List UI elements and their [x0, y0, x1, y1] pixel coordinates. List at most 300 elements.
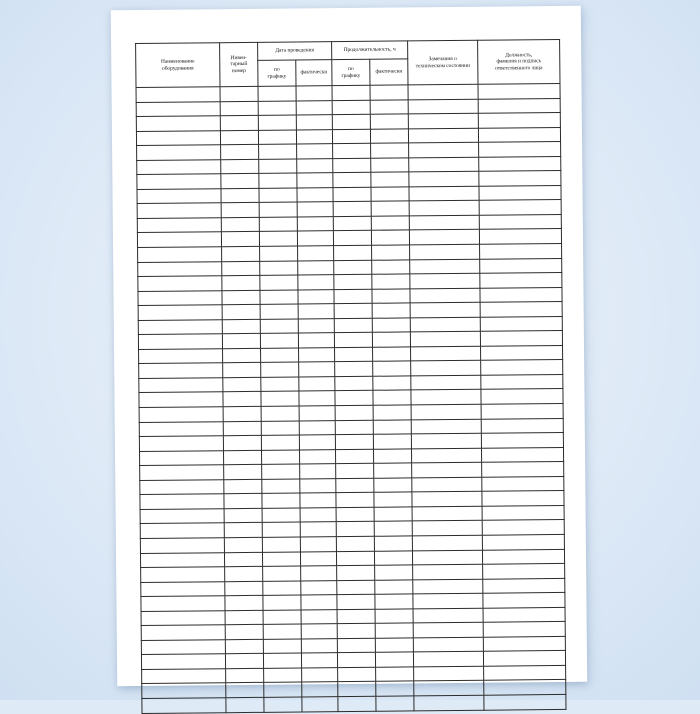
table-cell[interactable]: [259, 173, 297, 188]
table-cell[interactable]: [225, 595, 263, 610]
table-cell[interactable]: [481, 360, 563, 375]
table-cell[interactable]: [335, 405, 373, 420]
table-cell[interactable]: [260, 261, 298, 276]
table-cell[interactable]: [482, 462, 564, 477]
table-cell[interactable]: [138, 247, 222, 262]
table-cell[interactable]: [139, 392, 223, 407]
table-cell[interactable]: [408, 99, 478, 114]
table-cell[interactable]: [262, 464, 300, 479]
table-cell[interactable]: [141, 610, 225, 625]
table-cell[interactable]: [298, 304, 334, 319]
table-cell[interactable]: [483, 651, 565, 666]
table-cell[interactable]: [338, 696, 376, 711]
table-cell[interactable]: [140, 509, 224, 524]
table-cell[interactable]: [370, 99, 408, 114]
table-cell[interactable]: [261, 362, 299, 377]
table-cell[interactable]: [373, 419, 411, 434]
table-cell[interactable]: [301, 653, 337, 668]
table-cell[interactable]: [141, 581, 225, 596]
table-cell[interactable]: [259, 231, 297, 246]
table-cell[interactable]: [301, 580, 337, 595]
table-cell[interactable]: [336, 463, 374, 478]
table-cell[interactable]: [414, 666, 484, 681]
table-cell[interactable]: [261, 391, 299, 406]
table-cell[interactable]: [262, 551, 300, 566]
table-cell[interactable]: [299, 391, 335, 406]
table-cell[interactable]: [333, 173, 371, 188]
table-cell[interactable]: [142, 683, 226, 698]
table-cell[interactable]: [414, 695, 484, 710]
table-cell[interactable]: [259, 159, 297, 174]
table-cell[interactable]: [374, 463, 412, 478]
table-cell[interactable]: [260, 246, 298, 261]
table-cell[interactable]: [371, 172, 409, 187]
table-cell[interactable]: [482, 520, 564, 535]
table-cell[interactable]: [297, 144, 333, 159]
table-cell[interactable]: [335, 434, 373, 449]
table-cell[interactable]: [409, 157, 479, 172]
table-cell[interactable]: [332, 100, 370, 115]
table-cell[interactable]: [260, 304, 298, 319]
table-cell[interactable]: [263, 624, 301, 639]
table-cell[interactable]: [221, 232, 259, 247]
table-cell[interactable]: [336, 536, 374, 551]
table-cell[interactable]: [413, 593, 483, 608]
table-cell[interactable]: [374, 492, 412, 507]
table-cell[interactable]: [263, 581, 301, 596]
table-cell[interactable]: [413, 637, 483, 652]
table-cell[interactable]: [479, 214, 561, 229]
table-cell[interactable]: [410, 288, 480, 303]
table-cell[interactable]: [224, 465, 262, 480]
table-cell[interactable]: [412, 462, 482, 477]
table-cell[interactable]: [334, 245, 372, 260]
table-cell[interactable]: [373, 390, 411, 405]
table-cell[interactable]: [481, 374, 563, 389]
table-cell[interactable]: [261, 435, 299, 450]
table-cell[interactable]: [298, 318, 334, 333]
table-cell[interactable]: [484, 694, 566, 709]
table-cell[interactable]: [139, 349, 223, 364]
table-cell[interactable]: [480, 302, 562, 317]
table-cell[interactable]: [335, 391, 373, 406]
table-cell[interactable]: [221, 145, 259, 160]
table-cell[interactable]: [299, 435, 335, 450]
table-cell[interactable]: [142, 669, 226, 684]
table-cell[interactable]: [299, 377, 335, 392]
table-cell[interactable]: [225, 654, 263, 669]
table-cell[interactable]: [258, 115, 296, 130]
table-cell[interactable]: [479, 185, 561, 200]
table-cell[interactable]: [220, 86, 258, 101]
table-cell[interactable]: [482, 491, 564, 506]
table-cell[interactable]: [371, 216, 409, 231]
table-cell[interactable]: [299, 406, 335, 421]
table-cell[interactable]: [412, 550, 482, 565]
table-cell[interactable]: [300, 478, 336, 493]
table-cell[interactable]: [223, 377, 261, 392]
table-cell[interactable]: [413, 579, 483, 594]
table-cell[interactable]: [302, 667, 338, 682]
table-cell[interactable]: [411, 404, 481, 419]
table-cell[interactable]: [479, 229, 561, 244]
table-cell[interactable]: [220, 101, 258, 116]
table-cell[interactable]: [480, 243, 562, 258]
table-cell[interactable]: [137, 203, 221, 218]
table-cell[interactable]: [141, 625, 225, 640]
table-cell[interactable]: [261, 377, 299, 392]
table-cell[interactable]: [375, 623, 413, 638]
table-cell[interactable]: [222, 261, 260, 276]
table-cell[interactable]: [140, 538, 224, 553]
table-cell[interactable]: [370, 85, 408, 100]
table-cell[interactable]: [371, 143, 409, 158]
table-cell[interactable]: [412, 521, 482, 536]
table-cell[interactable]: [408, 84, 478, 99]
table-cell[interactable]: [478, 127, 560, 142]
table-cell[interactable]: [414, 681, 484, 696]
table-cell[interactable]: [224, 552, 262, 567]
table-cell[interactable]: [258, 130, 296, 145]
table-cell[interactable]: [264, 697, 302, 712]
table-cell[interactable]: [259, 188, 297, 203]
table-cell[interactable]: [412, 535, 482, 550]
table-cell[interactable]: [262, 479, 300, 494]
table-cell[interactable]: [140, 494, 224, 509]
table-cell[interactable]: [226, 683, 264, 698]
table-cell[interactable]: [372, 303, 410, 318]
table-cell[interactable]: [222, 334, 260, 349]
table-cell[interactable]: [373, 405, 411, 420]
table-cell[interactable]: [412, 477, 482, 492]
table-cell[interactable]: [335, 362, 373, 377]
table-cell[interactable]: [479, 200, 561, 215]
table-cell[interactable]: [225, 639, 263, 654]
table-cell[interactable]: [375, 652, 413, 667]
table-cell[interactable]: [221, 203, 259, 218]
table-cell[interactable]: [259, 144, 297, 159]
table-cell[interactable]: [260, 290, 298, 305]
table-cell[interactable]: [138, 290, 222, 305]
table-cell[interactable]: [337, 623, 375, 638]
table-cell[interactable]: [335, 347, 373, 362]
table-cell[interactable]: [223, 421, 261, 436]
table-cell[interactable]: [300, 537, 336, 552]
table-cell[interactable]: [374, 550, 412, 565]
table-cell[interactable]: [373, 347, 411, 362]
table-cell[interactable]: [137, 159, 221, 174]
table-cell[interactable]: [222, 275, 260, 290]
table-cell[interactable]: [410, 273, 480, 288]
table-cell[interactable]: [478, 98, 560, 113]
table-cell[interactable]: [412, 492, 482, 507]
table-cell[interactable]: [372, 245, 410, 260]
table-cell[interactable]: [141, 654, 225, 669]
table-cell[interactable]: [296, 100, 332, 115]
table-cell[interactable]: [222, 290, 260, 305]
table-cell[interactable]: [411, 375, 481, 390]
table-cell[interactable]: [479, 142, 561, 157]
table-cell[interactable]: [222, 246, 260, 261]
table-cell[interactable]: [225, 610, 263, 625]
table-cell[interactable]: [483, 578, 565, 593]
table-cell[interactable]: [372, 274, 410, 289]
table-cell[interactable]: [409, 201, 479, 216]
table-cell[interactable]: [483, 593, 565, 608]
table-cell[interactable]: [299, 362, 335, 377]
table-cell[interactable]: [482, 549, 564, 564]
table-cell[interactable]: [260, 275, 298, 290]
table-cell[interactable]: [481, 403, 563, 418]
table-cell[interactable]: [301, 566, 337, 581]
table-cell[interactable]: [138, 276, 222, 291]
table-cell[interactable]: [225, 625, 263, 640]
table-cell[interactable]: [260, 333, 298, 348]
table-cell[interactable]: [137, 232, 221, 247]
table-cell[interactable]: [297, 158, 333, 173]
table-cell[interactable]: [138, 319, 222, 334]
table-cell[interactable]: [137, 189, 221, 204]
table-cell[interactable]: [483, 607, 565, 622]
table-cell[interactable]: [141, 639, 225, 654]
table-cell[interactable]: [299, 347, 335, 362]
table-cell[interactable]: [138, 334, 222, 349]
table-cell[interactable]: [483, 563, 565, 578]
table-cell[interactable]: [372, 318, 410, 333]
table-cell[interactable]: [258, 101, 296, 116]
table-cell[interactable]: [337, 565, 375, 580]
table-cell[interactable]: [480, 273, 562, 288]
table-cell[interactable]: [482, 534, 564, 549]
table-cell[interactable]: [223, 435, 261, 450]
table-cell[interactable]: [371, 201, 409, 216]
table-cell[interactable]: [482, 505, 564, 520]
table-cell[interactable]: [224, 479, 262, 494]
table-cell[interactable]: [376, 667, 414, 682]
table-cell[interactable]: [480, 287, 562, 302]
table-cell[interactable]: [221, 174, 259, 189]
table-cell[interactable]: [375, 638, 413, 653]
table-cell[interactable]: [370, 114, 408, 129]
table-cell[interactable]: [136, 130, 220, 145]
table-cell[interactable]: [374, 478, 412, 493]
table-cell[interactable]: [337, 594, 375, 609]
table-cell[interactable]: [297, 173, 333, 188]
table-cell[interactable]: [334, 274, 372, 289]
table-cell[interactable]: [139, 407, 223, 422]
table-cell[interactable]: [333, 231, 371, 246]
table-cell[interactable]: [375, 579, 413, 594]
table-cell[interactable]: [221, 217, 259, 232]
table-cell[interactable]: [138, 305, 222, 320]
table-cell[interactable]: [139, 378, 223, 393]
table-cell[interactable]: [336, 551, 374, 566]
table-cell[interactable]: [335, 420, 373, 435]
table-cell[interactable]: [480, 316, 562, 331]
table-cell[interactable]: [226, 668, 264, 683]
table-cell[interactable]: [374, 536, 412, 551]
table-cell[interactable]: [222, 319, 260, 334]
table-cell[interactable]: [332, 85, 370, 100]
table-cell[interactable]: [408, 128, 478, 143]
table-cell[interactable]: [481, 345, 563, 360]
table-cell[interactable]: [296, 115, 332, 130]
table-cell[interactable]: [413, 564, 483, 579]
table-cell[interactable]: [372, 332, 410, 347]
table-cell[interactable]: [223, 363, 261, 378]
table-cell[interactable]: [480, 258, 562, 273]
table-cell[interactable]: [333, 202, 371, 217]
table-cell[interactable]: [259, 202, 297, 217]
table-cell[interactable]: [136, 116, 220, 131]
table-cell[interactable]: [297, 217, 333, 232]
table-cell[interactable]: [338, 667, 376, 682]
table-cell[interactable]: [370, 129, 408, 144]
table-cell[interactable]: [262, 508, 300, 523]
table-cell[interactable]: [411, 419, 481, 434]
table-cell[interactable]: [296, 129, 332, 144]
table-cell[interactable]: [371, 158, 409, 173]
table-cell[interactable]: [479, 156, 561, 171]
table-cell[interactable]: [410, 244, 480, 259]
table-cell[interactable]: [479, 171, 561, 186]
table-cell[interactable]: [375, 565, 413, 580]
table-cell[interactable]: [300, 551, 336, 566]
table-cell[interactable]: [375, 594, 413, 609]
table-cell[interactable]: [224, 508, 262, 523]
table-cell[interactable]: [481, 389, 563, 404]
table-cell[interactable]: [409, 172, 479, 187]
table-cell[interactable]: [224, 523, 262, 538]
table-cell[interactable]: [220, 130, 258, 145]
table-cell[interactable]: [334, 303, 372, 318]
table-cell[interactable]: [140, 552, 224, 567]
table-cell[interactable]: [481, 447, 563, 462]
table-cell[interactable]: [298, 260, 334, 275]
table-cell[interactable]: [139, 363, 223, 378]
table-cell[interactable]: [374, 507, 412, 522]
table-cell[interactable]: [373, 449, 411, 464]
table-cell[interactable]: [483, 622, 565, 637]
table-cell[interactable]: [223, 392, 261, 407]
table-cell[interactable]: [140, 523, 224, 538]
table-cell[interactable]: [372, 259, 410, 274]
table-cell[interactable]: [138, 261, 222, 276]
table-cell[interactable]: [412, 506, 482, 521]
table-cell[interactable]: [482, 476, 564, 491]
table-cell[interactable]: [139, 421, 223, 436]
table-cell[interactable]: [220, 115, 258, 130]
table-cell[interactable]: [334, 289, 372, 304]
table-cell[interactable]: [263, 653, 301, 668]
table-cell[interactable]: [481, 418, 563, 433]
table-cell[interactable]: [298, 289, 334, 304]
table-cell[interactable]: [374, 521, 412, 536]
table-cell[interactable]: [300, 464, 336, 479]
table-cell[interactable]: [261, 348, 299, 363]
table-cell[interactable]: [371, 187, 409, 202]
table-cell[interactable]: [141, 567, 225, 582]
table-cell[interactable]: [332, 114, 370, 129]
table-cell[interactable]: [300, 507, 336, 522]
table-cell[interactable]: [300, 522, 336, 537]
table-cell[interactable]: [411, 346, 481, 361]
table-cell[interactable]: [297, 187, 333, 202]
table-cell[interactable]: [411, 433, 481, 448]
table-cell[interactable]: [413, 622, 483, 637]
table-cell[interactable]: [302, 682, 338, 697]
table-cell[interactable]: [223, 450, 261, 465]
table-cell[interactable]: [336, 507, 374, 522]
table-cell[interactable]: [221, 159, 259, 174]
table-cell[interactable]: [334, 318, 372, 333]
table-cell[interactable]: [224, 537, 262, 552]
table-cell[interactable]: [376, 681, 414, 696]
table-cell[interactable]: [333, 216, 371, 231]
table-cell[interactable]: [409, 142, 479, 157]
table-cell[interactable]: [259, 217, 297, 232]
table-cell[interactable]: [335, 449, 373, 464]
table-cell[interactable]: [338, 682, 376, 697]
table-cell[interactable]: [334, 333, 372, 348]
table-cell[interactable]: [481, 433, 563, 448]
table-cell[interactable]: [410, 259, 480, 274]
table-cell[interactable]: [333, 187, 371, 202]
table-cell[interactable]: [411, 361, 481, 376]
table-cell[interactable]: [376, 696, 414, 711]
table-cell[interactable]: [137, 145, 221, 160]
table-cell[interactable]: [261, 450, 299, 465]
table-cell[interactable]: [411, 390, 481, 405]
table-cell[interactable]: [373, 434, 411, 449]
table-cell[interactable]: [373, 376, 411, 391]
table-cell[interactable]: [410, 302, 480, 317]
table-cell[interactable]: [262, 493, 300, 508]
table-cell[interactable]: [478, 83, 560, 98]
table-cell[interactable]: [413, 608, 483, 623]
table-cell[interactable]: [300, 493, 336, 508]
table-cell[interactable]: [223, 348, 261, 363]
table-cell[interactable]: [299, 449, 335, 464]
table-cell[interactable]: [483, 636, 565, 651]
table-cell[interactable]: [336, 478, 374, 493]
table-cell[interactable]: [337, 638, 375, 653]
table-cell[interactable]: [301, 638, 337, 653]
table-cell[interactable]: [375, 609, 413, 624]
table-cell[interactable]: [137, 174, 221, 189]
table-cell[interactable]: [225, 566, 263, 581]
table-cell[interactable]: [263, 639, 301, 654]
table-cell[interactable]: [263, 595, 301, 610]
table-cell[interactable]: [333, 158, 371, 173]
table-cell[interactable]: [298, 333, 334, 348]
table-cell[interactable]: [335, 376, 373, 391]
table-cell[interactable]: [409, 230, 479, 245]
table-cell[interactable]: [139, 436, 223, 451]
table-cell[interactable]: [336, 522, 374, 537]
table-cell[interactable]: [262, 522, 300, 537]
table-cell[interactable]: [222, 305, 260, 320]
table-cell[interactable]: [484, 680, 566, 695]
table-cell[interactable]: [298, 275, 334, 290]
table-cell[interactable]: [261, 406, 299, 421]
table-cell[interactable]: [337, 609, 375, 624]
table-cell[interactable]: [484, 665, 566, 680]
table-cell[interactable]: [136, 101, 220, 116]
table-cell[interactable]: [264, 682, 302, 697]
table-cell[interactable]: [140, 479, 224, 494]
table-cell[interactable]: [409, 186, 479, 201]
